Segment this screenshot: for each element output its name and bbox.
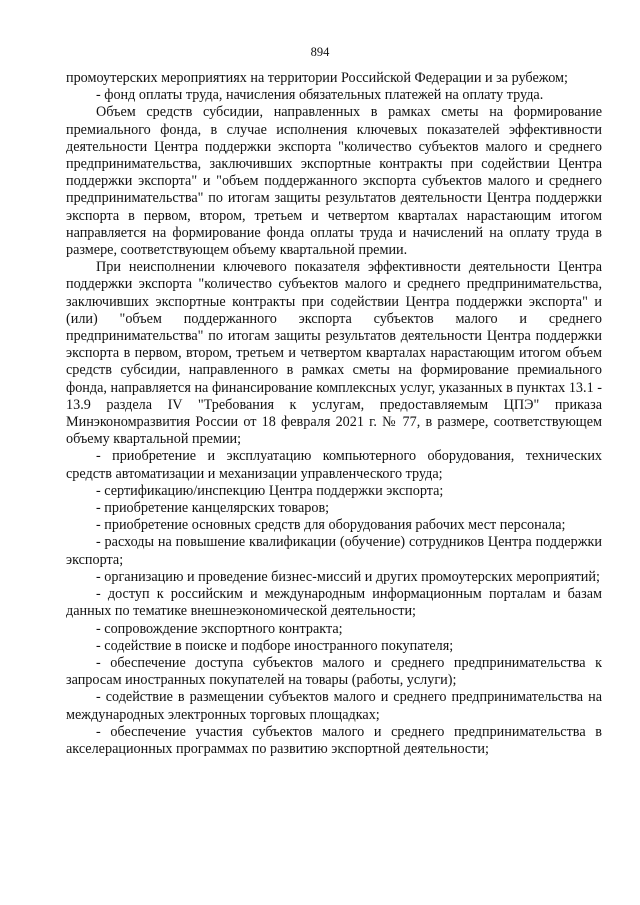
paragraph: - обеспечение участия субъектов малого и среднего предпринимательства в акселерационных программах по развитию экспортной деятельности; <box>66 723 602 757</box>
paragraph: - содействие в размещении субъектов малого и среднего предпринимательства на международных электронных торговых площадках; <box>66 689 602 723</box>
paragraph: - сопровождение экспортного контракта; <box>96 620 343 637</box>
paragraph: - приобретение основных средств для оборудования рабочих мест персонала; <box>96 517 566 534</box>
paragraph: - расходы на повышение квалификации (обучение) сотрудников Центра поддержки экспорта; <box>66 534 602 568</box>
paragraph: Объем средств субсидии, направленных в рамках сметы на формирование премиального фонда, в случае исполнения ключевых показателей эффективности деятельности Центра поддержки экспорта "количество субъектов малого и среднего предпринимательства, заключивших экспортные контракты при содействии Центра поддержки экспорта" и "объем поддержанного экспорта субъектов малого и среднего предпринимательства" по итогам защиты результатов деятельности Центра поддержки экспорта в первом, втором, третьем и четвертом кварталах нарастающим итогом направляется на формирование фонда оплаты труда и начислений на оплату труда в размере, соответствующем объему квартальной премии. <box>66 104 602 259</box>
paragraph: промоутерских мероприятиях на территории Российской Федерации и за рубежом; <box>66 70 568 86</box>
paragraph: - приобретение и эксплуатацию компьютерного оборудования, технических средств автоматизации и механизации управленческого труда; <box>66 448 602 482</box>
paragraph: При неисполнении ключевого показателя эффективности деятельности Центра поддержки экспорта "количество субъектов малого и среднего предпринимательства, заключивших экспортные контракты при содействии Центра поддержки экспорта" и (или) "объем поддержанного экспорта субъектов малого и среднего предпринимательства" по итогам защиты результатов деятельности Центра поддержки экспорта в первом, втором, третьем и четвертом кварталах нарастающим итогом объем средств субсидии, направленного в рамках сметы на формирование премиального фонда, направляется на финансирование комплексных услуг, указанных в пунктах 13.1 - 13.9 раздела IV "Требования к услугам, предоставляемым ЦПЭ" приказа Минэкономразвития России от 18 февраля 2021 г. № 77, в размере, соответствующем объему квартальной премии; <box>66 259 602 448</box>
paragraph: - содействие в поиске и подборе иностранного покупателя; <box>96 637 454 654</box>
page-number: 894 <box>310 45 330 59</box>
document-body <box>66 70 602 758</box>
paragraph: - организацию и проведение бизнес-миссий и других промоутерских мероприятий; <box>96 568 600 585</box>
paragraph: - доступ к российским и международным информационным порталам и базам данных по тематике внешнеэкономической деятельности; <box>66 586 602 620</box>
paragraph: - сертификацию/инспекцию Центра поддержки экспорта; <box>96 482 444 499</box>
paragraph: - приобретение канцелярских товаров; <box>96 500 330 517</box>
paragraph: - фонд оплаты труда, начисления обязательных платежей на оплату труда. <box>96 87 544 104</box>
paragraph: - обеспечение доступа субъектов малого и среднего предпринимательства к запросам иностранных покупателей на товары (работы, услуги); <box>66 654 602 689</box>
